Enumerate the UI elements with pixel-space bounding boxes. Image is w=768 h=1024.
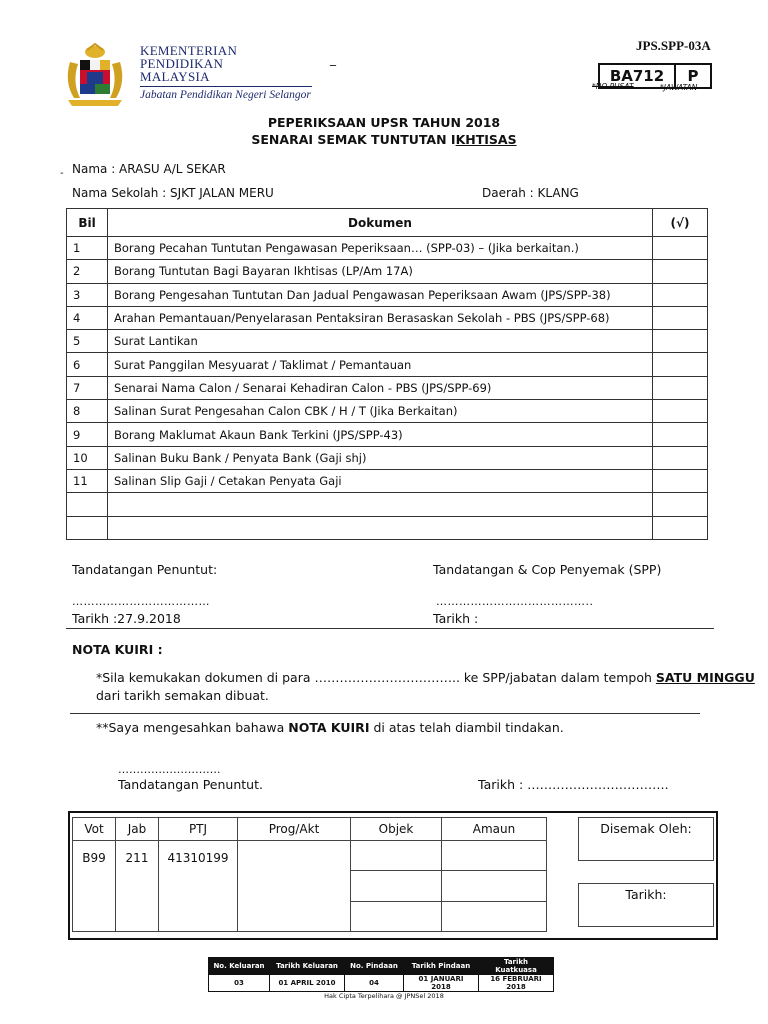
objek-cell [351,871,442,901]
row-document: Borang Pecahan Tuntutan Pengawasan Peperiksaan… (SPP-03) – (Jika berkaitan.) [108,237,653,260]
confirmation-signature-label: Tandatangan Penuntut. [118,777,263,792]
row-document: Salinan Buku Bank / Penyata Bank (Gaji shj) [108,446,653,469]
table-row [67,493,708,516]
row-document: Borang Tuntutan Bagi Bayaran Ikhtisas (LP/Am 17A) [108,260,653,283]
nota-confirmation [96,720,564,735]
row-checkbox[interactable] [653,237,708,260]
document-checklist-table [66,208,708,540]
ptj-value: 41310199 [159,841,238,932]
row-bil: 8 [67,400,108,423]
table-row [67,469,708,492]
reviewer-signature-line: ………………………………….. [436,595,594,608]
vote-table [72,817,547,932]
nota-kuiri-title: NOTA KUIRI : [72,642,163,657]
claimant-name: Nama : ARASU A/L SEKAR [72,162,226,176]
col-dokumen: Dokumen [108,209,653,237]
row-bil: 1 [67,237,108,260]
objek-cell [351,841,442,871]
row-bil: 9 [67,423,108,446]
vote-row [73,841,547,871]
vote-header-row [73,818,547,841]
info-bullet: - [60,168,64,179]
center-code-caption: *NO PUSAT [592,82,634,91]
table-header-row [67,209,708,237]
row-bil: 6 [67,353,108,376]
district: Daerah : KLANG [482,186,579,200]
nota-deadline: SATU MINGGU [655,670,755,685]
divider [66,628,714,629]
school-name: Nama Sekolah : SJKT JALAN MERU [72,186,274,200]
form-code: JPS.SPP-03A [636,38,711,53]
prog-cell [238,841,351,932]
reviewed-by-label: Disemak Oleh: [600,821,692,836]
rev-col-no-keluaran: No. Keluaran [209,958,270,975]
row-document [108,516,653,539]
row-checkbox[interactable] [653,400,708,423]
revision-value-row [209,975,554,992]
review-date-label: Tarikh: [625,887,667,902]
row-document: Surat Lantikan [108,330,653,353]
row-bil: 11 [67,469,108,492]
rev-col-tarikh-kuatkuasa: Tarikh Kuatkuasa [479,958,554,975]
page-subtitle [0,132,768,147]
table-row [67,516,708,539]
row-checkbox[interactable] [653,493,708,516]
confirmation-suffix: di atas telah diambil tindakan. [369,720,564,735]
revision-header-row [209,958,554,975]
coat-of-arms-logo [60,42,130,110]
row-bil: 3 [67,283,108,306]
ministry-line-3: MALAYSIA [140,69,210,84]
rev-col-no-pindaan: No. Pindaan [345,958,404,975]
table-row [67,400,708,423]
ministry-line-1: KEMENTERIAN [140,43,238,58]
rev-col-tarikh-pindaan: Tarikh Pindaan [404,958,479,975]
nota-instruction [96,670,755,685]
row-document [108,493,653,516]
row-checkbox[interactable] [653,446,708,469]
review-date-box [578,883,714,927]
ministry-rule [140,86,312,87]
header-dash: _ [330,52,336,66]
subtitle-prefix: SENARAI SEMAK TUNTUTAN I [251,132,456,147]
ministry-line-2: PENDIDIKAN [140,56,224,71]
table-row [67,260,708,283]
table-row [67,306,708,329]
claimant-signature-line: ……………………………… [72,595,210,608]
rev-no-keluaran: 03 [209,975,270,992]
confirmation-prefix: **Saya mengesahkan bahawa [96,720,289,735]
row-checkbox[interactable] [653,260,708,283]
vote-value: B99 [73,841,116,932]
claimant-date: Tarikh :27.9.2018 [72,611,181,626]
nota-instruction-line2: dari tarikh semakan dibuat. [96,688,269,703]
col-bil: Bil [67,209,108,237]
row-checkbox[interactable] [653,516,708,539]
subtitle-underlined: KHTISAS [455,132,517,147]
rev-tarikh-pindaan: 01 JANUARI 2018 [404,975,479,992]
vote-col-vot: Vot [73,818,116,841]
table-row [67,237,708,260]
amaun-cell [442,841,547,871]
objek-cell [351,901,442,931]
row-bil: 4 [67,306,108,329]
confirmation-bold: NOTA KUIRI [288,720,370,735]
page-title: PEPERIKSAAN UPSR TAHUN 2018 [267,115,501,130]
row-bil [67,516,108,539]
revision-table [208,957,554,992]
table-row [67,330,708,353]
rev-col-tarikh-keluaran: Tarikh Keluaran [270,958,345,975]
amaun-cell [442,901,547,931]
table-row [67,283,708,306]
row-document: Borang Maklumat Akaun Bank Terkini (JPS/SPP-43) [108,423,653,446]
amaun-cell [442,871,547,901]
claimant-signature-label: Tandatangan Penuntut: [72,562,218,577]
vote-col-jab: Jab [116,818,159,841]
vote-col-objek: Objek [351,818,442,841]
rev-tarikh-kuatkuasa: 16 FEBRUARI 2018 [479,975,554,992]
table-row [67,423,708,446]
row-checkbox[interactable] [653,353,708,376]
row-bil: 10 [67,446,108,469]
vote-col-amaun: Amaun [442,818,547,841]
department-name: Jabatan Pendidikan Negeri Selangor [140,89,311,101]
position-code: P [687,67,699,85]
table-row [67,353,708,376]
row-bil: 5 [67,330,108,353]
row-bil: 2 [67,260,108,283]
row-checkbox[interactable] [653,306,708,329]
divider [70,713,700,714]
row-checkbox[interactable] [653,469,708,492]
vote-section [68,811,718,940]
rev-no-pindaan: 04 [345,975,404,992]
confirmation-signature-line: ………………………. [118,763,221,776]
position-code-caption: *JAWATAN [660,83,698,92]
confirmation-date: Tarikh : ……………………………. [478,777,669,792]
table-row [67,446,708,469]
copyright: Hak Cipta Terpelihara @ JPNSel 2018 [324,992,444,1000]
center-code: BA712 [600,65,676,87]
vote-col-prog: Prog/Akt [238,818,351,841]
reviewer-signature-label: Tandatangan & Cop Penyemak (SPP) [433,562,662,577]
nota-instruction-text: *Sila kemukakan dokumen di para …………………………….. ke SPP/jabatan dalam tempoh [96,670,656,685]
document-rows [67,237,708,540]
row-document: Senarai Nama Calon / Senarai Kehadiran Calon - PBS (JPS/SPP-69) [108,376,653,399]
vote-col-ptj: PTJ [159,818,238,841]
row-document: Salinan Slip Gaji / Cetakan Penyata Gaji [108,469,653,492]
row-document: Surat Panggilan Mesyuarat / Taklimat / Pemantauan [108,353,653,376]
row-bil [67,493,108,516]
row-checkbox[interactable] [653,330,708,353]
row-checkbox[interactable] [653,423,708,446]
ministry-name-block [140,44,312,101]
row-document: Arahan Pemantauan/Penyelarasan Pentaksiran Berasaskan Sekolah - PBS (JPS/SPP-68) [108,306,653,329]
row-document: Salinan Surat Pengesahan Calon CBK / H / T (Jika Berkaitan) [108,400,653,423]
row-checkbox[interactable] [653,376,708,399]
row-checkbox[interactable] [653,283,708,306]
jab-value: 211 [116,841,159,932]
row-document: Borang Pengesahan Tuntutan Dan Jadual Pengawasan Peperiksaan Awam (JPS/SPP-38) [108,283,653,306]
reviewer-date: Tarikh : [433,611,479,626]
reviewed-by-box [578,817,714,861]
rev-tarikh-keluaran: 01 APRIL 2010 [270,975,345,992]
table-row [67,376,708,399]
row-bil: 7 [67,376,108,399]
col-check: (√) [653,209,708,237]
